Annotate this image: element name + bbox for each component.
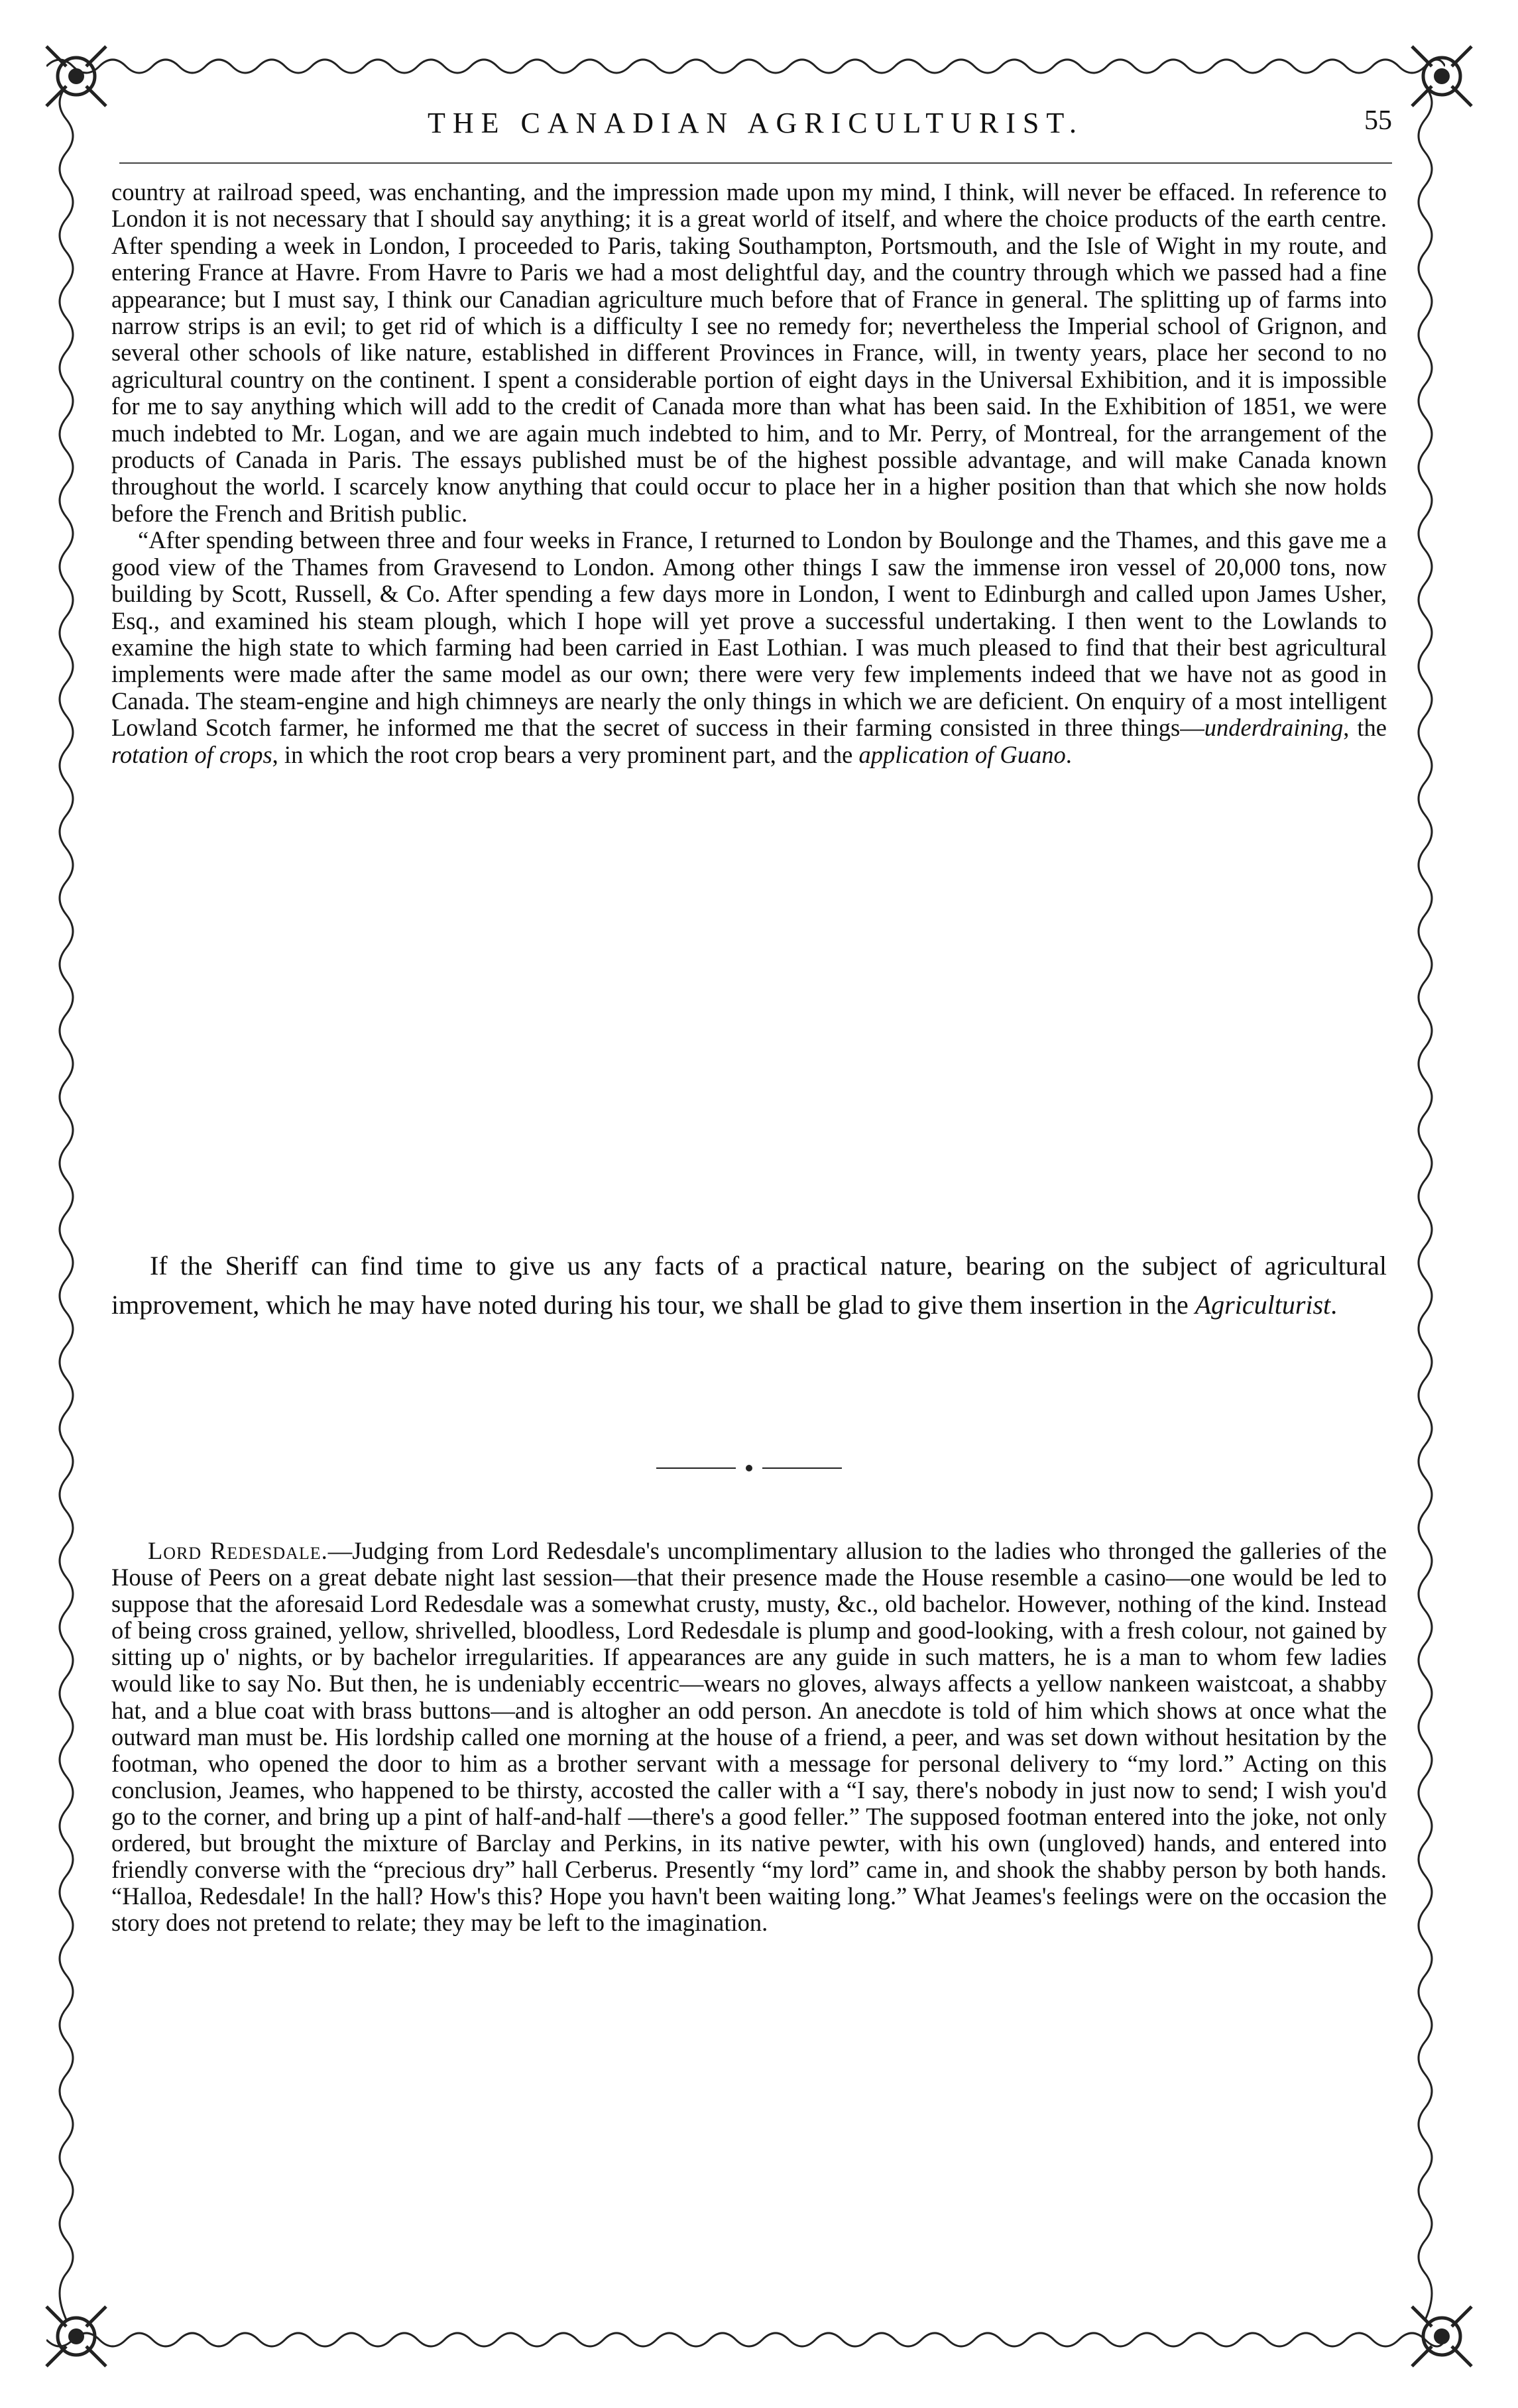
letter-text-span: .	[1065, 740, 1072, 768]
editor-note-end: .	[1330, 1290, 1338, 1320]
letter-text	[111, 179, 1387, 768]
corner-ornament-icon	[1399, 2293, 1485, 2379]
editor-note	[111, 1246, 1387, 1324]
letter-paragraph	[111, 527, 1387, 768]
letter-text-span: , in which the root crop bears a very prominent part, and the	[272, 740, 859, 768]
emphasis-rotation: rotation of crops	[111, 740, 272, 768]
emphasis-guano: application of Guano	[858, 740, 1066, 768]
ornamental-border-right	[1405, 86, 1445, 2320]
ornamental-border-left	[46, 86, 86, 2320]
running-title: THE CANADIAN AGRICULTURIST.	[428, 107, 1084, 139]
article-heading: Lord Redesdale.	[148, 1537, 328, 1564]
letter-text-span: , the	[1343, 714, 1387, 742]
letter-paragraph: country at railroad speed, was enchanting, and the impression made upon my mind, I think, will never be effaced. In reference to London it is not necessary that I should say anything; it is a great world of itself, and where the choice products of the earth centre. After spending a week in London, I proceeded to Paris, taking Southampton, Portsmouth, and the Isle of Wight in my route, and entering France at Havre. From Havre to Paris we had a most delightful day, and the country through which we passed had a fine appearance; but I must say, I think our Canadian agriculture much before that of France in general. The splitting up of farms into narrow strips is an evil; to get rid of which is a difficulty I see no remedy for; nevertheless the Imperial school of Grignon, and several other schools of like nature, established in different Provinces in France, will, in twenty years, place her second to no agricultural country on the continent. I spent a considerable portion of eight days in the Universal Exhibition, and it is impossible for me to say anything which will add to the credit of Canada more than what has been said. In the Exhibition of 1851, we were much indebted to Mr. Logan, and we are again much indebted to him, and to Mr. Perry, of Montreal, for the arrangement of the products of Canada in Paris. The essays published must be of the highest possible advantage, and will make Canada known throughout the world. I scarcely know anything that could occur to place her in a higher position than that which she now holds before the French and British public.	[111, 178, 1387, 527]
journal-name: Agriculturist	[1195, 1290, 1331, 1320]
page-header	[119, 99, 1392, 152]
redesdale-article	[111, 1538, 1387, 1936]
section-separator	[656, 1462, 842, 1475]
ornamental-border-top	[46, 46, 1445, 86]
ornamental-border-bottom	[46, 2320, 1445, 2360]
page-number: 55	[1364, 105, 1392, 136]
article-paragraph	[111, 1538, 1387, 1936]
article-text: —Judging from Lord Redesdale's uncomplimentary allusion to the ladies who thronged the galleries of the House of Peers on a great debate night last session—that their presence made the House resemble a casino—one would be led to suppose that the aforesaid Lord Redesdale was a somewhat crusty, musty, &c., old bachelor. However, nothing of the kind. Instead of being cross grained, yellow, shrivelled, bloodless, Lord Redesdale is plump and good-looking, with a fresh colour, not gained by sitting up o' nights, or by bachelor irregularities. If appearances are any guide in such matters, he is a man to whom few ladies would like to say No. But then, he is undeniably eccentric—wears no gloves, always affects a yellow nankeen waistcoat, a shabby hat, and a blue coat with brass buttons—and is altogher an odd person. An anecdote is told of him which shows at once what the outward man must be. His lordship called one morning at the house of a friend, a peer, and was set down without hesitation by the footman, who opened the door to him as a brother servant with a message for personal delivery to “my lord.” Acting on this conclusion, Jeames, who happened to be thirsty, accosted the caller with a “I say, there's nobody in just now to send; I wish you'd go to the corner, and bring up a pint of half-and-half —there's a good feller.” The supposed footman entered into the joke, not only ordered, but brought the mixture of Barclay and Perkins, in its native pewter, with his own (ungloved) hands, and entered into friendly converse with the “precious dry” hall Cerberus. Presently “my lord” came in, and shook the shabby person by both hands. “Halloa, Redesdale! In the hall? How's this? Hope you havn't been waiting long.” What Jeames's feelings were on the occasion the story does not pretend to relate; they may be left to the imagination.	[111, 1537, 1387, 1937]
emphasis-underdraining: underdraining	[1204, 714, 1344, 742]
corner-ornament-icon	[33, 33, 119, 119]
corner-ornament-icon	[33, 2293, 119, 2379]
header-rule	[119, 162, 1392, 164]
corner-ornament-icon	[1399, 33, 1485, 119]
editor-note-paragraph	[111, 1246, 1387, 1324]
editor-note-text: If the Sheriff can find time to give us any facts of a practical nature, bearing on the subject of agricultural improvement, which he may have noted during his tour, we shall be glad to give them insertion in the	[111, 1251, 1387, 1320]
letter-text-span: “After spending between three and four weeks in France, I returned to London by Boulonge and the Thames, and this gave me a good view of the Thames from Gravesend to London. Among other things I saw the immense iron vessel of 20,000 tons, now building by Scott, Russell, & Co. After spending a few days more in London, I went to Edinburgh and called upon James Usher, Esq., and examined his steam plough, which I hope will yet prove a successful undertaking. I then went to the Lowlands to examine the high state to which farming had been carried in East Lothian. I was much pleased to find that their best agricultural implements were made after the same model as our own; there were very few implements indeed that we have not as good in Canada. The steam-engine and high chimneys are nearly the only things in which we are deficient. On enquiry of a most intelligent Lowland Scotch farmer, he informed me that the secret of success in their farming consisted in three things—	[111, 526, 1387, 742]
